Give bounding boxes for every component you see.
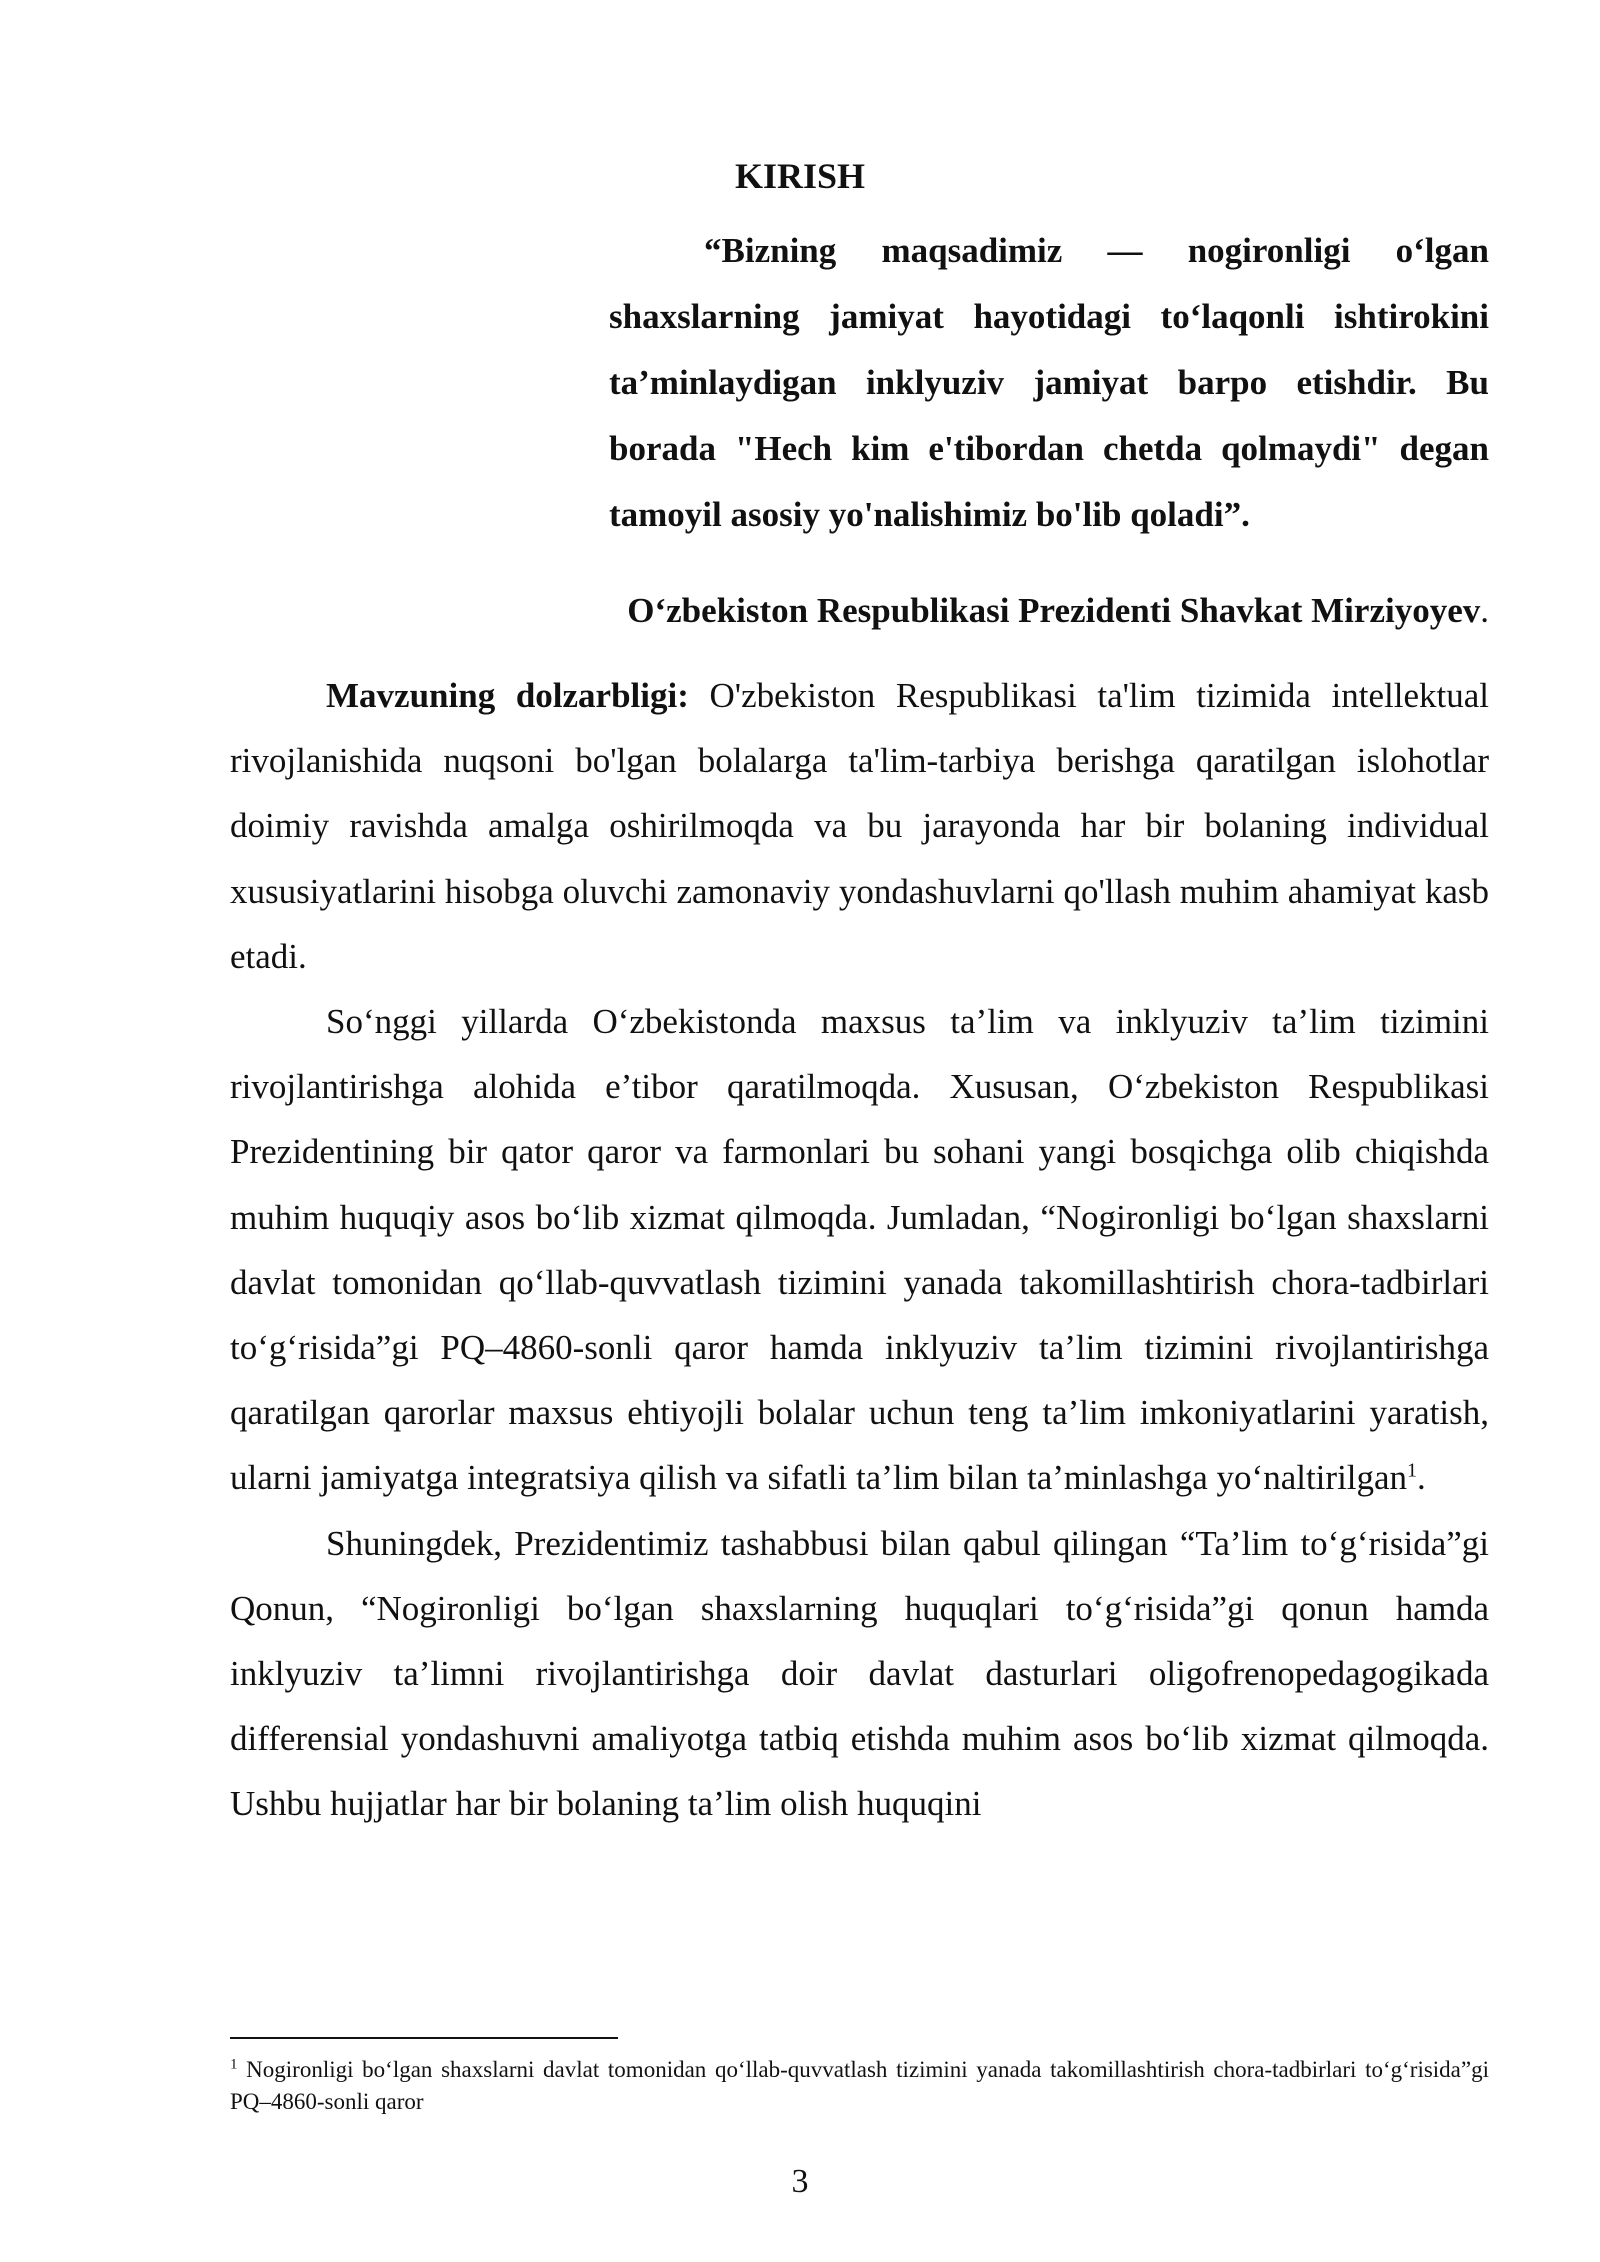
paragraph-recent-years	[230, 989, 1489, 1511]
paragraph-text: So‘nggi yillarda O‘zbekistonda maxsus ta’lim va inklyuziv ta’lim tizimini rivojlantirishga alohida e’tibor qaratilmoqda. Xususan, O‘zbekiston Respublikasi Prezidentining bir qator qaror va farmonlari bu sohani yangi bosqichga olib chiqishda muhim huquqiy asos bo‘lib xizmat qilmoqda. Jumladan, “Nogironligi bo‘lgan shaxslarni davlat tomonidan qo‘llab-quvvatlash tizimini yanada takomillashtirish chora-tadbirlari to‘g‘risida”gi PQ–4860-sonli qaror hamda inklyuziv ta’lim tizimini rivojlantirishga qaratilgan qarorlar maxsus ehtiyojli bolalar uchun teng ta’lim imkoniyatlarini yaratish, ularni jamiyatga integratsiya qilish va sifatli ta’lim bilan ta’minlashga yo‘naltirilgan	[230, 1002, 1489, 1498]
page-number: 3	[791, 2163, 809, 2200]
body-text	[230, 663, 1489, 1837]
footnote-marker: 1	[230, 2056, 238, 2073]
footnote-reference[interactable]: 1	[1407, 1459, 1418, 1482]
paragraph-text: Shuningdek, Prezidentimiz tashabbusi bilan qabul qilingan “Ta’lim to‘g‘risida”gi Qonun, “Nogironligi bo‘lgan shaxslarning huquqlari to‘g‘risida”gi qonun hamda inklyuziv ta’limni rivojlantirishga doir davlat dasturlari oligofrenopedagogikada differensial yondashuvni amaliyotga tatbiq etishda muhim asos bo‘lib xizmat qilmoqda. Ushbu hujjatlar har bir bolaning ta’lim olish huquqini	[230, 1523, 1489, 1824]
paragraph-text: O'zbekiston Respublikasi ta'lim tizimida intellektual rivojlanishida nuqsoni bo'lgan bolalarga ta'lim-tarbiya berishga qaratilgan islohotlar doimiy ravishda amalga oshirilmoqda va bu jarayonda har bir bolaning individual xususiyatlarini hisobga oluvchi zamonaviy yondashuvlarni qo'llash muhim ahamiyat kasb etadi.	[230, 676, 1489, 976]
paragraph-trailing: .	[1417, 1458, 1426, 1498]
epigraph-attribution	[230, 578, 1489, 644]
section-heading: KIRISH	[734, 156, 866, 196]
epigraph-author-trailing: .	[1480, 591, 1489, 630]
footnote-text: Nogironligi bo‘lgan shaxslarni davlat tomonidan qo‘llab-quvvatlash tizimini yanada takomillashtirish chora-tadbirlari to‘g‘risida”gi PQ–4860-sonli qaror	[230, 2057, 1489, 2114]
footnote-divider	[230, 2037, 618, 2039]
epigraph-author: O‘zbekiston Respublikasi Prezidenti Shavkat Mirziyoyev	[627, 591, 1481, 630]
epigraph-quote: “Bizning maqsadimiz — nogironligi o‘lgan shaxslarning jamiyat hayotidagi to‘laqonli ishtirokini ta’minlaydigan inklyuziv jamiyat barpo etishdir. Bu borada "Hech kim e'tibordan chetda qolmaydi" degan tamoyil asosiy yo'nalishimiz bo'lib qoladi”.	[609, 231, 1489, 534]
paragraph-lead: Mavzuning dolzarbligi:	[326, 676, 689, 715]
paragraph-laws	[230, 1511, 1489, 1837]
paragraph-relevance	[230, 663, 1489, 989]
footnote	[230, 2054, 1489, 2118]
